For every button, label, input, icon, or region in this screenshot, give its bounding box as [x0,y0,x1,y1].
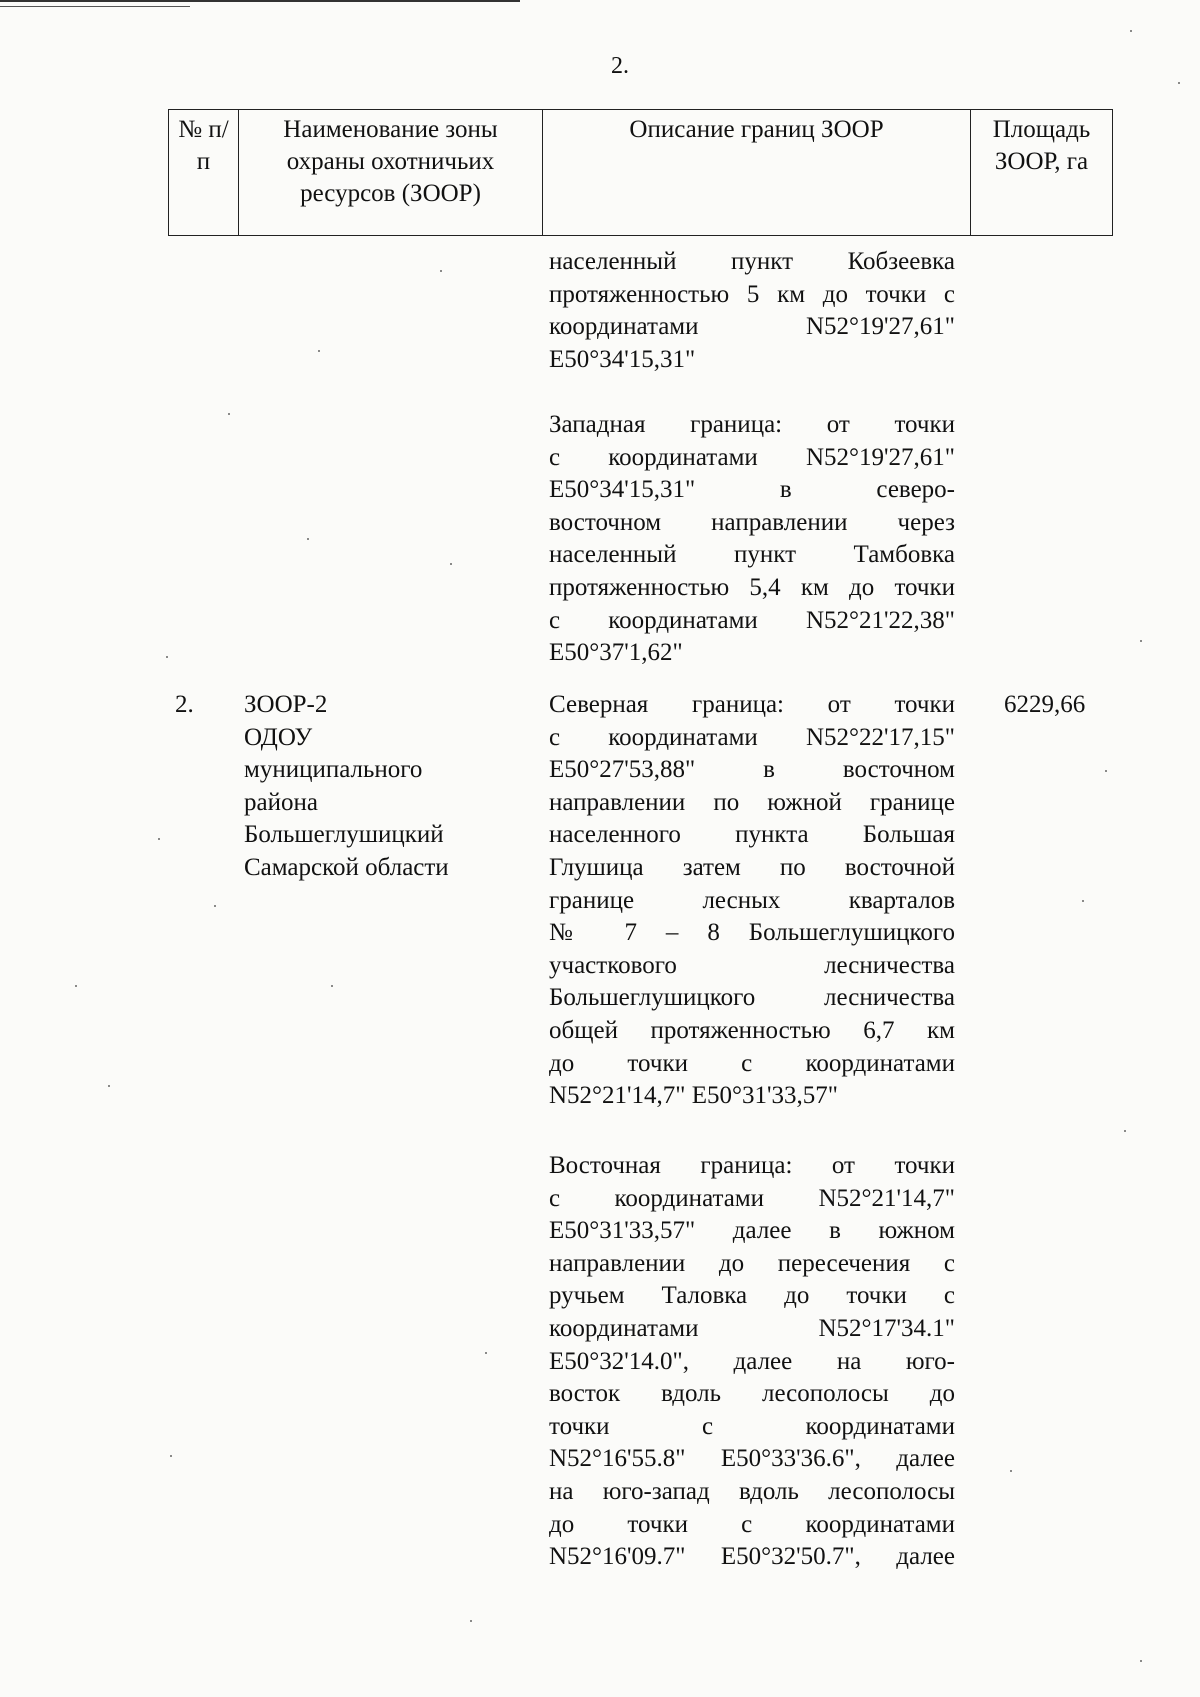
text-line: до точки с координатами [549,1510,955,1538]
scan-speck [1124,1130,1126,1132]
text-line: E50°31'33,57" далее в южном [549,1217,955,1245]
scan-edge-line [0,0,520,2]
text-line: населенный пункт Кобзеевка [549,248,955,275]
text-line: Большеглушицкий [244,821,444,849]
text-line: границе лесных кварталов [549,886,955,914]
scan-speck [1178,82,1180,84]
scan-speck [1130,30,1132,32]
scan-speck [440,270,442,272]
western-boundary-paragraph [549,409,955,670]
text-line: ОДОУ [244,723,313,751]
text-line: E50°32'14.0", далее на юго- [549,1347,955,1375]
text-line: восток вдоль лесополосы до [549,1380,955,1408]
scan-speck [1010,1470,1012,1472]
scan-speck [331,985,333,987]
row-number: 2. [175,691,194,718]
header-area: Площадь ЗООР, га [971,110,1113,236]
text-line: N52°16'55.8" E50°33'36.6", далее [549,1445,955,1473]
text-line: № 7 – 8 Большеглушицкого [549,919,955,947]
text-line: Большеглушицкого лесничества [549,984,955,1012]
text-line: муниципального [244,756,423,784]
scan-speck [1140,1660,1142,1662]
header-number: № п/п [169,110,239,236]
text-line: Северная граница: от точки [549,691,955,718]
scan-speck [1082,900,1084,902]
text-line: ЗООР-2 [244,691,328,718]
text-line: направлении до пересечения с [549,1249,955,1277]
scan-speck [228,413,230,415]
continued-paragraph-1 [549,246,955,376]
text-line: с координатами N52°19'27,61" [549,443,955,471]
text-line: ручьем Таловка до точки с [549,1282,955,1310]
text-line: Глушица затем по восточной [549,853,955,881]
header-zone-name: Наименование зоны охраны охотничьих ресурсов (ЗООР) [239,110,543,236]
text-line: E50°34'15,31" [549,345,696,373]
scan-speck [166,656,168,658]
text-line: с координатами N52°22'17,15" [549,723,955,751]
zone-area: 6229,66 [1004,691,1086,718]
text-line: с координатами N52°21'14,7" [549,1184,955,1212]
text-line: восточном направлении через [549,508,955,536]
scan-speck [485,1352,487,1354]
text-line: направлении по южной границе [549,788,955,816]
table-header [168,109,1113,236]
text-line: до точки с координатами [549,1049,955,1077]
text-line: N52°21'14,7" E50°31'33,57" [549,1082,838,1110]
text-line: района [244,788,318,816]
page-number: 2. [611,53,629,79]
scan-speck [450,563,452,565]
text-line: протяженностью 5,4 км до точки [549,573,955,601]
text-line: E50°34'15,31" в северо- [549,476,955,504]
text-line: E50°37'1,62" [549,639,683,667]
text-line: Восточная граница: от точки [549,1152,955,1179]
scan-speck [214,905,216,907]
zone-name [244,689,504,885]
text-line: населенного пункта Большая [549,821,955,849]
scan-speck [470,1620,472,1622]
header-boundary-description: Описание границ ЗООР [543,110,971,236]
eastern-boundary-paragraph [549,1150,955,1574]
text-line: точки с координатами [549,1412,955,1440]
text-line: протяженностью 5 км до точки с [549,280,955,308]
scan-speck [75,985,77,987]
text-line: участкового лесничества [549,951,955,979]
text-line: E50°27'53,88" в восточном [549,756,955,784]
scan-speck [1140,640,1142,642]
text-line: общей протяженностью 6,7 км [549,1016,955,1044]
scan-speck [307,538,309,540]
text-line: населенный пункт Тамбовка [549,541,955,569]
text-line: N52°16'09.7" E50°32'50.7", далее [549,1543,955,1571]
text-line: на юго-запад вдоль лесополосы [549,1477,955,1505]
scan-speck [318,350,320,352]
text-line: Западная граница: от точки [549,411,955,438]
text-line: координатами N52°19'27,61" [549,313,955,341]
text-line: с координатами N52°21'22,38" [549,606,955,634]
scan-speck [108,1085,110,1087]
scan-speck [170,1455,172,1457]
scan-speck [158,838,160,840]
scan-speck [1105,770,1107,772]
text-line: Самарской области [244,853,449,881]
text-line: координатами N52°17'34.1" [549,1314,955,1342]
northern-boundary-paragraph [549,689,955,1113]
scan-edge-line-secondary [0,6,190,7]
